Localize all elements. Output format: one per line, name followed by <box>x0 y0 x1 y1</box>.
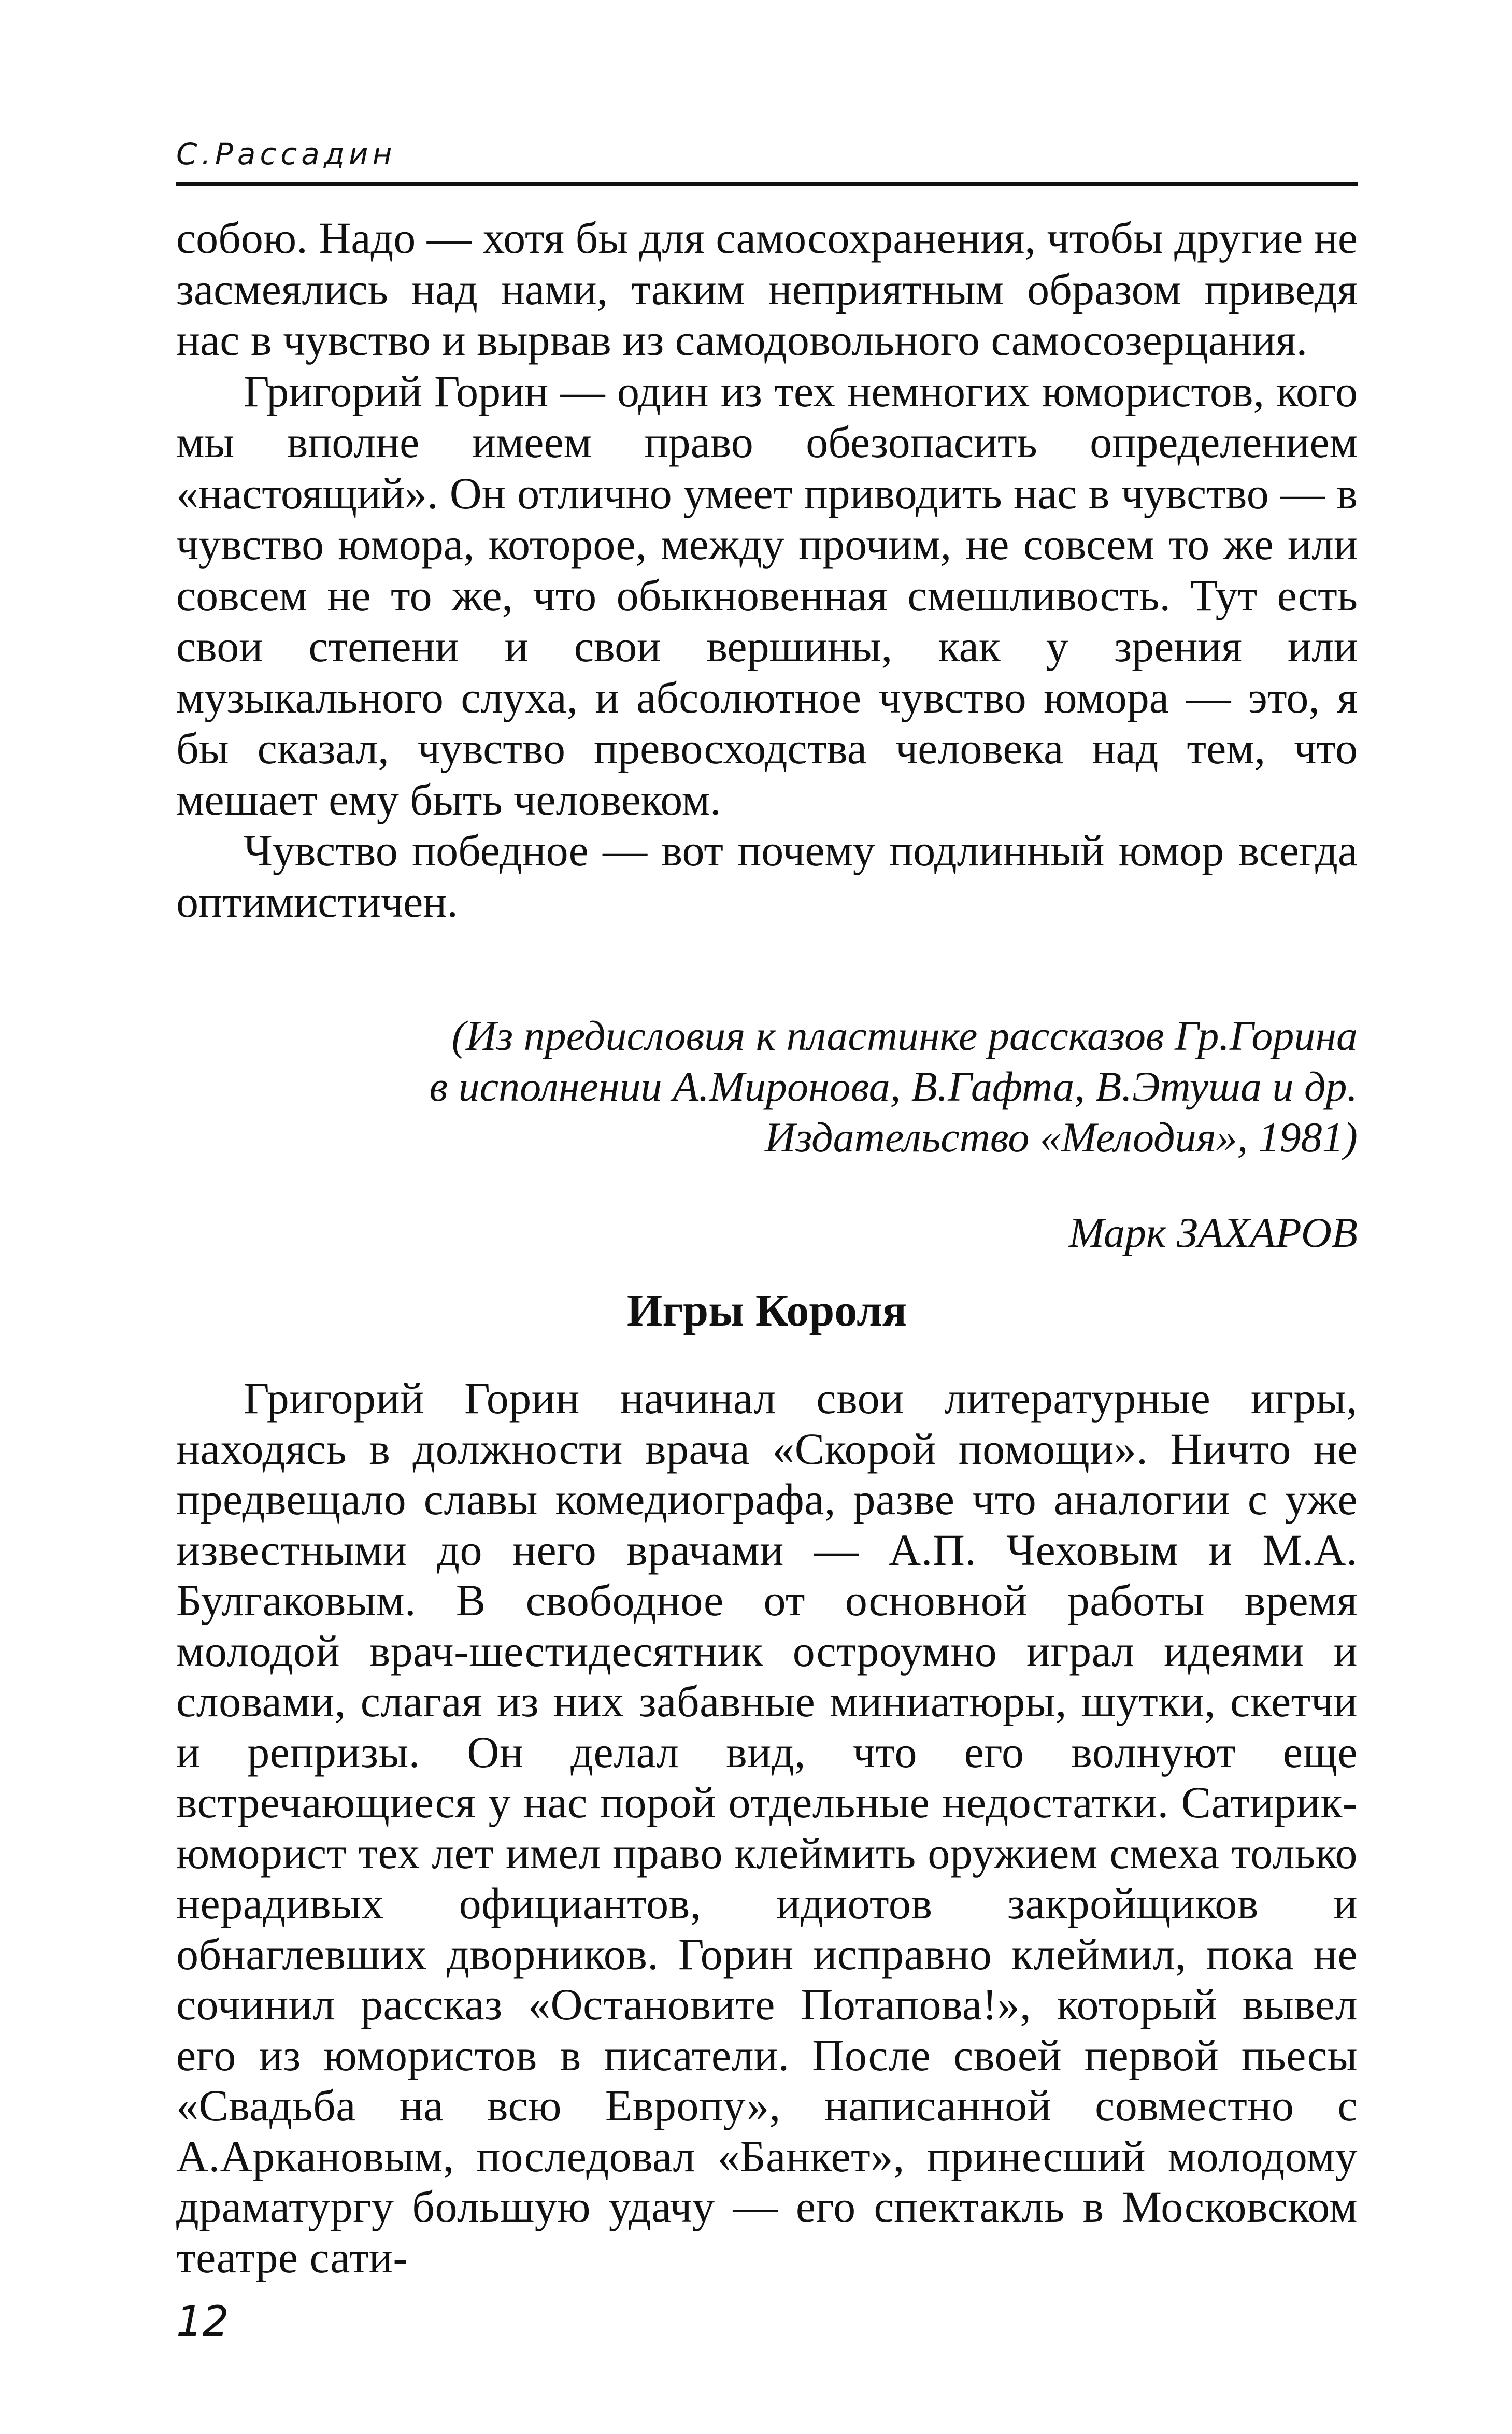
source-note-line: в исполнении А.Миронова, В.Гафта, В.Этуша и др. <box>429 1063 1358 1110</box>
author-signature: Марк ЗАХАРОВ <box>1068 1209 1358 1256</box>
paragraph: Чувство победное — вот почему подлинный юмор всегда оптимистичен. <box>176 825 1358 927</box>
source-note <box>176 1010 1358 1163</box>
source-note-line: (Из предисловия к пластинке рассказов Гр.Горина <box>451 1012 1358 1059</box>
section-title: Игры Короля <box>626 1286 907 1336</box>
paragraph: собою. Надо — хотя бы для самосохранения, чтобы другие не засмеялись над нами, таким неприятным образом приведя нас в чувство и вырвав из самодовольного самосозерцания. <box>176 213 1358 365</box>
main-text <box>176 1373 1358 2283</box>
running-head: С.Рассадин <box>176 136 396 172</box>
intro-text <box>176 212 1358 927</box>
source-note-line: Издательство «Мелодия», 1981) <box>765 1114 1358 1161</box>
paragraph: Григорий Горин — один из тех немногих юмористов, кого мы вполне имеем право обезопасить определением «настоящий». Он отлично умеет приводить нас в чувство — в чувство юмора, которое, между прочим, не совсем то же или совсем не то же, что обыкновенная смешливость. Тут есть свои степени и свои вершины, как у зрения или музыкального слуха, и абсолютное чувство юмора — это, я бы сказал, чувство превосходства человека над тем, что мешает ему быть человеком. <box>176 366 1358 824</box>
header-rule <box>176 182 1358 186</box>
page-number: 12 <box>176 2297 229 2345</box>
paragraph: Григорий Горин начинал свои литературные игры, находясь в должности врача «Скорой помощи». Ничто не предвещало славы комедиографа, разве что аналогии с уже известными до него врачами — А.П. Чеховым и М.А. Булгаковым. В свободное от основной работы время молодой врач-шестидесятник остроумно играл идеями и словами, слагая из них забавные миниатюры, шутки, скетчи и репризы. Он делал вид, что его волнуют еще встречающиеся у нас порой отдельные недостатки. Сатирик-юморист тех лет имел право клеймить оружием смеха только нерадивых официантов, идиотов закройщиков и обнаглевших дворников. Горин исправно клеймил, пока не сочинил рассказ «Остановите Потапова!», который вывел его из юмористов в писатели. После своей первой пьесы «Свадьба на всю Европу», написанной совместно с А.Аркановым, последовал «Банкет», принесший молодому драматургу большую удачу — его спектакль в Московском театре сати- <box>176 1373 1358 2282</box>
